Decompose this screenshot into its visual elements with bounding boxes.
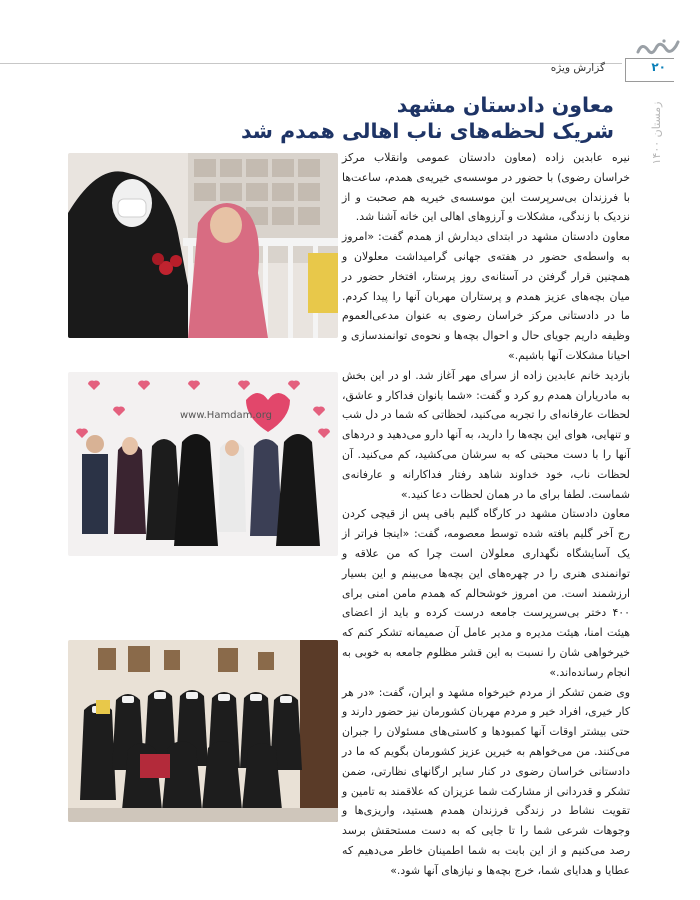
page-number: ۲۰ [651, 60, 666, 74]
article-title [194, 92, 614, 144]
paragraph-4: معاون دادستان مشهد در کارگاه گلیم بافی پس از قیچی کردن رج آخر گلیم بافته شده توسط معصومه، گفت: «اینجا فراتر از یک آسایشگاه نگهداری معلولان است چرا که من علاقه و توانمندی هنری را در چهره‌های این بچه‌ها می‌بینم و این بسیار ارزشمند است. من امروز خوشحالم که همدم مامن امنی برای ۴۰۰ دختر بی‌سرپرست جامعه درست کرده و باید از اعضای هیئت امنا، هیئت مدیره و مدیر عامل آن صمیمانه تشکر کنم که خیرخواهی شان را نسبت به این قشر مظلوم جامعه به خوبی به انجام رسانده‌اند.» [342, 507, 630, 679]
article-body [342, 148, 630, 880]
paragraph-1: نیره عابدین زاده (معاون دادستان عمومی وانقلاب مرکز خراسان رضوی) با حضور در موسسه‌ی خیریه‌ی همدم، ساعت‌ها با فرزندان بی‌سرپرست این موسسه‌ی خیریه هم صحبت و از نزدیک با زندگی، مشکلات و آرزوهای اهالی این خانه آشنا شد. [342, 151, 630, 224]
magazine-logo [634, 36, 682, 58]
photo-visit-child [68, 153, 338, 338]
paragraph-5: وی ضمن تشکر از مردم خیرخواه مشهد و ایران، گفت: «در هر کار خیری، افراد خیر و مردم مهربان کشورمان نیز حضور دارند و حتی بیشتر اوقات آنها کمبودها و کاستی‌های مسئولان را جبران می‌کنند. من می‌خواهم به خیرین عزیز کشورمان بگویم که ما در دادستانی خراسان رضوی در کنار سایر ارگانهای نظارتی، ضمن تشکر و قدردانی از مشارکت شما عزیزان که علاقمند به تامین و تقویت نشاط در زندگی فرزندان همدم هستید، واریزی‌ها و وجوهات شرعی شما را تا جایی که به دست مستحقش برسد رصد می‌کنیم و از این بابت به شما اطمینان خاطر می‌دهیم که عطایا و هدایای شما، خرج بچه‌ها و نیازهای آنها شود.» [342, 685, 630, 877]
issue-vertical-label [646, 98, 674, 168]
banner-url: www.Hamdam.org [180, 410, 272, 421]
header-rule [0, 63, 622, 64]
page-number-box [625, 58, 674, 82]
photo-group-banner [68, 372, 338, 556]
photo-group-indoor [68, 640, 338, 822]
paragraph-2: معاون دادستان مشهد در ابتدای دیدارش از همدم گفت: «امروز به واسطه‌ی حضور در هفته‌ی جهانی گرامیداشت معلولان و همچنین قرار گرفتن در آستانه‌ی روز پرستار، افتخار حضور در میان بچه‌های عزیز همدم و پرستاران مهربان آنها را پیدا کردم. ما در دادستانی مرکز خراسان رضوی به عنوان مدعی‌العموم وظیفه داریم جویای حال و احوال بچه‌ها و نحوه‌ی توانمندسازی و احیانا مشکلات آنها باشیم.» [342, 230, 630, 362]
issue-vertical-text: زمستان ۱۴۰۰ [650, 101, 663, 165]
paragraph-3: بازدید خانم عابدین زاده از سرای مهر آغاز شد. او در این بخش به مادریاران همدم رو کرد و گفت: «شما بانوان فداکار و عاشق، لحظات عارفانه‌ای را تجربه می‌کنید، لحظاتی که شما در دل شب و تنهایی، هوای این بچه‌ها را دارید، به آنها دارو می‌دهید و دردهای آنها را با دست محبتی که به سرشان می‌کشید، کم می‌کنید. آن لحظات ناب، خود خداوند شاهد رفتار فداکارانه و عارفانه‌ی شماست. لطفا برای ما در همان لحظات دعا کنید.» [342, 368, 630, 501]
title-line-1: معاون دادستان مشهد [396, 93, 614, 117]
section-label: گزارش ویژه [550, 62, 605, 74]
title-line-2: شریک لحظه‌های ناب اهالی همدم شد [240, 119, 614, 143]
